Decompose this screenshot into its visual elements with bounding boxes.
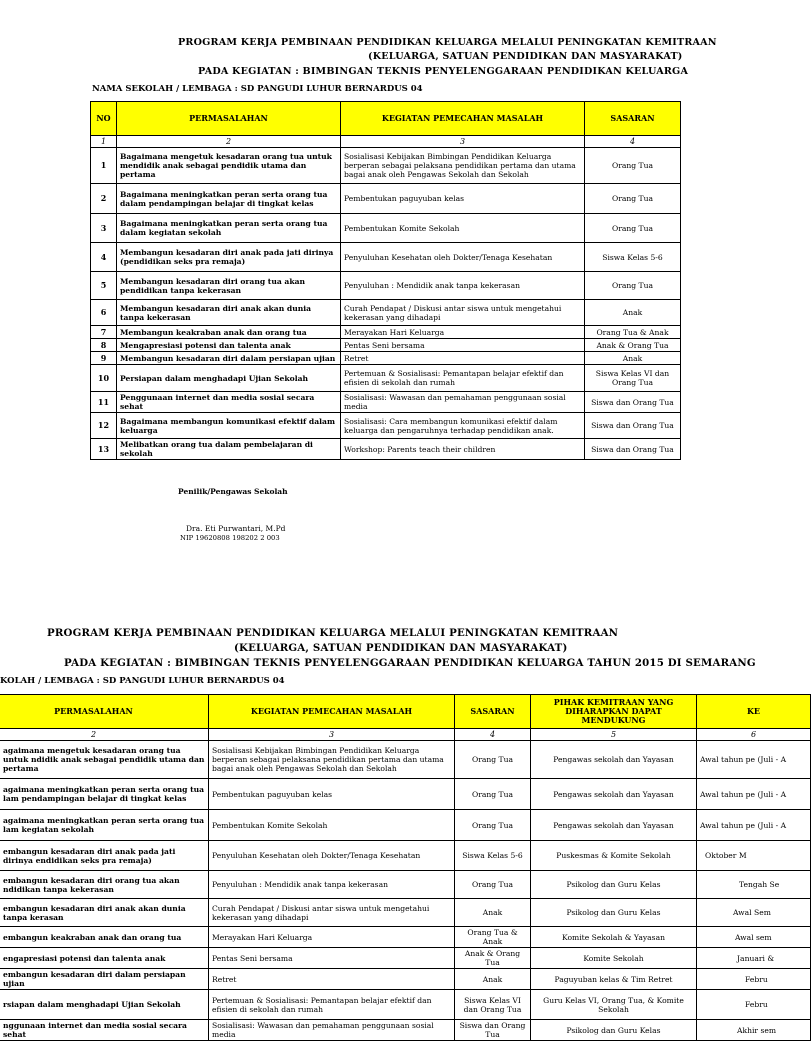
row-sasaran: Orang Tua — [455, 810, 531, 841]
table-row — [0, 741, 811, 779]
header-masalah: PERMASALAHAN — [117, 102, 341, 136]
row-kegiatan: Curah Pendapat / Diskusi antar siswa untuk mengetahui kekerasan yang dihadapi — [209, 899, 455, 927]
table-row — [0, 969, 811, 990]
row-kegiatan: Sosialisasi Kebijakan Bimbingan Pendidikan Keluarga berperan sebagai pelaksana pendidikan pertama dan utama bagai anak oleh Pengawas Sekolah dan Sekolah — [341, 148, 585, 184]
row-sasaran: Siswa dan Orang Tua — [455, 1020, 531, 1041]
index-cell: 5 — [531, 729, 697, 741]
doc-title-line-2: (KELUARGA, SATUAN PENDIDIKAN DAN MASYARAKAT) — [234, 642, 568, 654]
row-mitra: Pengawas sekolah dan Yayasan — [531, 779, 697, 810]
row-waktu: Oktober M — [697, 841, 811, 871]
row-waktu: Tengah Se — [697, 871, 811, 899]
row-masalah: Melibatkan orang tua dalam pembelajaran di sekolah — [117, 439, 341, 460]
table-row — [0, 1020, 811, 1041]
row-mitra: Pengawas sekolah dan Yayasan — [531, 810, 697, 841]
row-kegiatan: Sosialisasi: Wawasan dan pemahaman penggunaan sosial media — [341, 392, 585, 413]
header-sasaran: SASARAN — [585, 102, 681, 136]
row-masalah: engapresiasi potensi dan talenta anak — [0, 948, 209, 969]
row-kegiatan: Pertemuan & Sosialisasi: Pemantapan belajar efektif dan efisien di sekolah dan rumah — [341, 365, 585, 392]
table-row — [0, 841, 811, 871]
table-header-row — [0, 695, 811, 729]
row-mitra: Paguyuban kelas & Tim Retret — [531, 969, 697, 990]
row-sasaran: Siswa dan Orang Tua — [585, 439, 681, 460]
row-masalah: Membangun keakraban anak dan orang tua — [117, 326, 341, 339]
row-mitra: Psikolog dan Guru Kelas — [531, 1020, 697, 1041]
row-kegiatan: Penyuluhan : Mendidik anak tanpa kekerasan — [209, 871, 455, 899]
header-masalah: PERMASALAHAN — [0, 695, 209, 729]
row-sasaran: Anak — [585, 300, 681, 326]
row-no: 11 — [91, 392, 117, 413]
row-masalah: Bagaimana meningkatkan peran serta orang tua dalam kegiatan sekolah — [117, 214, 341, 243]
row-mitra: Psikolog dan Guru Kelas — [531, 899, 697, 927]
table-row — [0, 948, 811, 969]
row-kegiatan: Retret — [209, 969, 455, 990]
signature-nip: NIP 19620808 198202 2 003 — [180, 534, 280, 542]
index-cell: 4 — [585, 136, 681, 148]
row-no: 13 — [91, 439, 117, 460]
row-kegiatan: Workshop: Parents teach their children — [341, 439, 585, 460]
index-cell: 3 — [209, 729, 455, 741]
table-row — [0, 779, 811, 810]
row-sasaran: Anak — [455, 899, 531, 927]
doc-title-line-1: PROGRAM KERJA PEMBINAAN PENDIDIKAN KELUARGA MELALUI PENINGKATAN KEMITRAAN — [47, 627, 619, 639]
row-no: 12 — [91, 413, 117, 439]
table-row — [91, 339, 681, 352]
row-kegiatan: Sosialisasi: Cara membangun komunikasi efektif dalam keluarga dan pengaruhnya terhadap pendidikan anak. — [341, 413, 585, 439]
row-sasaran: Siswa dan Orang Tua — [585, 392, 681, 413]
index-cell: 3 — [341, 136, 585, 148]
row-masalah: Membangun kesadaran diri anak akan dunia tanpa kekerasan — [117, 300, 341, 326]
table-row — [0, 990, 811, 1020]
school-name: NAMA SEKOLAH / LEMBAGA : SD PANGUDI LUHUR BERNARDUS 04 — [92, 84, 423, 94]
header-mitra: PIHAK KEMITRAAN YANG DIHARAPKAN DAPAT MENDUKUNG — [531, 695, 697, 729]
document-page-2 — [0, 616, 787, 1039]
row-masalah: embangun kesadaran diri orang tua akan ndidikan tanpa kekerasan — [0, 871, 209, 899]
table-row — [91, 300, 681, 326]
row-kegiatan: Pembentukan Komite Sekolah — [341, 214, 585, 243]
index-cell: 2 — [117, 136, 341, 148]
table-row — [0, 899, 811, 927]
row-sasaran: Orang Tua — [585, 272, 681, 300]
row-masalah: embangun kesadaran diri anak pada jati dirinya endidikan seks pra remaja) — [0, 841, 209, 871]
row-waktu: Febru — [697, 990, 811, 1020]
signature-role: Penilik/Pengawas Sekolah — [178, 487, 288, 496]
row-no: 3 — [91, 214, 117, 243]
row-mitra: Komite Sekolah — [531, 948, 697, 969]
row-masalah: agaimana meningkatkan peran serta orang tua lam kegiatan sekolah — [0, 810, 209, 841]
row-masalah: embangun keakraban anak dan orang tua — [0, 927, 209, 948]
row-kegiatan: Pertemuan & Sosialisasi: Pemantapan belajar efektif dan efisien di sekolah dan rumah — [209, 990, 455, 1020]
row-sasaran: Siswa Kelas VI dan Orang Tua — [455, 990, 531, 1020]
table-row — [91, 184, 681, 214]
row-masalah: Penggunaan internet dan media sosial secara sehat — [117, 392, 341, 413]
row-no: 10 — [91, 365, 117, 392]
row-kegiatan: Penyuluhan : Mendidik anak tanpa kekerasan — [341, 272, 585, 300]
doc-title-line-1: PROGRAM KERJA PEMBINAAN PENDIDIKAN KELUARGA MELALUI PENINGKATAN KEMITRAAN — [178, 37, 717, 48]
row-kegiatan: Curah Pendapat / Diskusi antar siswa untuk mengetahui kekerasan yang dihadapi — [341, 300, 585, 326]
row-no: 8 — [91, 339, 117, 352]
row-mitra: Psikolog dan Guru Kelas — [531, 871, 697, 899]
row-masalah: Bagaimana meningkatkan peran serta orang tua dalam pendampingan belajar di tingkat kelas — [117, 184, 341, 214]
row-kegiatan: Pembentukan Komite Sekolah — [209, 810, 455, 841]
row-sasaran: Siswa dan Orang Tua — [585, 413, 681, 439]
signature-name: Dra. Eti Purwantari, M.Pd — [186, 524, 286, 533]
row-sasaran: Anak — [585, 352, 681, 365]
row-waktu: Febru — [697, 969, 811, 990]
row-kegiatan: Merayakan Hari Keluarga — [341, 326, 585, 339]
row-sasaran: Anak — [455, 969, 531, 990]
row-no: 7 — [91, 326, 117, 339]
row-kegiatan: Pentas Seni bersama — [341, 339, 585, 352]
program-table — [90, 101, 681, 460]
doc-title-line-3: PADA KEGIATAN : BIMBINGAN TEKNIS PENYELENGGARAAN PENDIDIKAN KELUARGA TAHUN 2015 DI SEMARANG — [64, 657, 756, 669]
row-mitra: Pengawas sekolah dan Yayasan — [531, 741, 697, 779]
row-sasaran: Orang Tua — [455, 779, 531, 810]
row-sasaran: Anak & Orang Tua — [585, 339, 681, 352]
row-waktu: Akhir sem — [697, 1020, 811, 1041]
row-no: 4 — [91, 243, 117, 272]
row-mitra: Guru Kelas VI, Orang Tua, & Komite Sekolah — [531, 990, 697, 1020]
row-kegiatan: Penyuluhan Kesehatan oleh Dokter/Tenaga Kesehatan — [209, 841, 455, 871]
row-sasaran: Orang Tua & Anak — [455, 927, 531, 948]
row-kegiatan: Penyuluhan Kesehatan oleh Dokter/Tenaga Kesehatan — [341, 243, 585, 272]
row-mitra: Komite Sekolah & Yayasan — [531, 927, 697, 948]
table-row — [91, 352, 681, 365]
table-row — [0, 871, 811, 899]
index-cell: 1 — [91, 136, 117, 148]
index-cell: 2 — [0, 729, 209, 741]
row-kegiatan: Retret — [341, 352, 585, 365]
row-masalah: nggunaan internet dan media sosial secara sehat — [0, 1020, 209, 1041]
row-masalah: Membangun kesadaran diri anak pada jati dirinya (pendidikan seks pra remaja) — [117, 243, 341, 272]
row-sasaran: Orang Tua — [585, 148, 681, 184]
row-sasaran: Orang Tua — [455, 741, 531, 779]
program-table-extended — [0, 694, 811, 1041]
table-row — [91, 439, 681, 460]
row-masalah: Membangun kesadaran diri dalam persiapan ujian — [117, 352, 341, 365]
table-row — [91, 392, 681, 413]
row-masalah: Bagaimana membangun komunikasi efektif dalam keluarga — [117, 413, 341, 439]
table-header-row — [91, 102, 681, 136]
row-masalah: Bagaimana mengetuk kesadaran orang tua untuk mendidik anak sebagai pendidik utama dan pertama — [117, 148, 341, 184]
row-waktu: Januari & — [697, 948, 811, 969]
row-sasaran: Orang Tua — [455, 871, 531, 899]
row-mitra: Puskesmas & Komite Sekolah — [531, 841, 697, 871]
row-masalah: Mengapresiasi potensi dan talenta anak — [117, 339, 341, 352]
doc-title-line-2: (KELUARGA, SATUAN PENDIDIKAN DAN MASYARAKAT) — [368, 51, 683, 62]
row-sasaran: Siswa Kelas 5-6 — [585, 243, 681, 272]
table-row — [91, 214, 681, 243]
row-kegiatan: Pentas Seni bersama — [209, 948, 455, 969]
table-index-row — [91, 136, 681, 148]
table-row — [91, 243, 681, 272]
table-row — [91, 365, 681, 392]
row-masalah: Persiapan dalam menghadapi Ujian Sekolah — [117, 365, 341, 392]
row-masalah: embangun kesadaran diri dalam persiapan ujian — [0, 969, 209, 990]
row-sasaran: Siswa Kelas VI dan Orang Tua — [585, 365, 681, 392]
row-no: 1 — [91, 148, 117, 184]
row-sasaran: Orang Tua — [585, 214, 681, 243]
row-waktu: Awal Sem — [697, 899, 811, 927]
header-waktu: KE — [697, 695, 811, 729]
row-sasaran: Siswa Kelas 5-6 — [455, 841, 531, 871]
row-kegiatan: Sosialisasi Kebijakan Bimbingan Pendidikan Keluarga berperan sebagai pelaksana pendidikan pertama dan utama bagai anak oleh Pengawas Sekolah dan Sekolah — [209, 741, 455, 779]
row-no: 9 — [91, 352, 117, 365]
header-no: NO — [91, 102, 117, 136]
table-row — [91, 272, 681, 300]
row-waktu: Awal tahun pe (Juli - A — [697, 810, 811, 841]
row-kegiatan: Pembentukan paguyuban kelas — [209, 779, 455, 810]
row-no: 6 — [91, 300, 117, 326]
index-cell: 4 — [455, 729, 531, 741]
table-row — [91, 413, 681, 439]
row-masalah: agaimana meningkatkan peran serta orang tua lam pendampingan belajar di tingkat kelas — [0, 779, 209, 810]
index-cell: 6 — [697, 729, 811, 741]
row-kegiatan: Merayakan Hari Keluarga — [209, 927, 455, 948]
row-masalah: Membangun kesadaran diri orang tua akan pendidikan tanpa kekerasan — [117, 272, 341, 300]
table-row — [91, 326, 681, 339]
row-masalah: rsiapan dalam menghadapi Ujian Sekolah — [0, 990, 209, 1020]
row-waktu: Awal tahun pe (Juli - A — [697, 741, 811, 779]
row-no: 2 — [91, 184, 117, 214]
row-waktu: Awal sem — [697, 927, 811, 948]
school-name: KOLAH / LEMBAGA : SD PANGUDI LUHUR BERNARDUS 04 — [0, 676, 285, 686]
row-sasaran: Orang Tua & Anak — [585, 326, 681, 339]
row-no: 5 — [91, 272, 117, 300]
row-waktu: Awal tahun pe (Juli - A — [697, 779, 811, 810]
table-row — [0, 927, 811, 948]
header-kegiatan: KEGIATAN PEMECAHAN MASALAH — [341, 102, 585, 136]
row-kegiatan: Pembentukan paguyuban kelas — [341, 184, 585, 214]
row-kegiatan: Sosialisasi: Wawasan dan pemahaman penggunaan sosial media — [209, 1020, 455, 1041]
header-sasaran: SASARAN — [455, 695, 531, 729]
doc-title-line-3: PADA KEGIATAN : BIMBINGAN TEKNIS PENYELENGGARAAN PENDIDIKAN KELUARGA — [198, 66, 689, 77]
row-masalah: embangun kesadaran diri anak akan dunia tanpa kerasan — [0, 899, 209, 927]
row-sasaran: Orang Tua — [585, 184, 681, 214]
table-index-row — [0, 729, 811, 741]
header-kegiatan: KEGIATAN PEMECAHAN MASALAH — [209, 695, 455, 729]
table-row — [91, 148, 681, 184]
row-sasaran: Anak & Orang Tua — [455, 948, 531, 969]
table-row — [0, 810, 811, 841]
row-masalah: agaimana mengetuk kesadaran orang tua untuk ndidik anak sebagai pendidik utama dan pertama — [0, 741, 209, 779]
